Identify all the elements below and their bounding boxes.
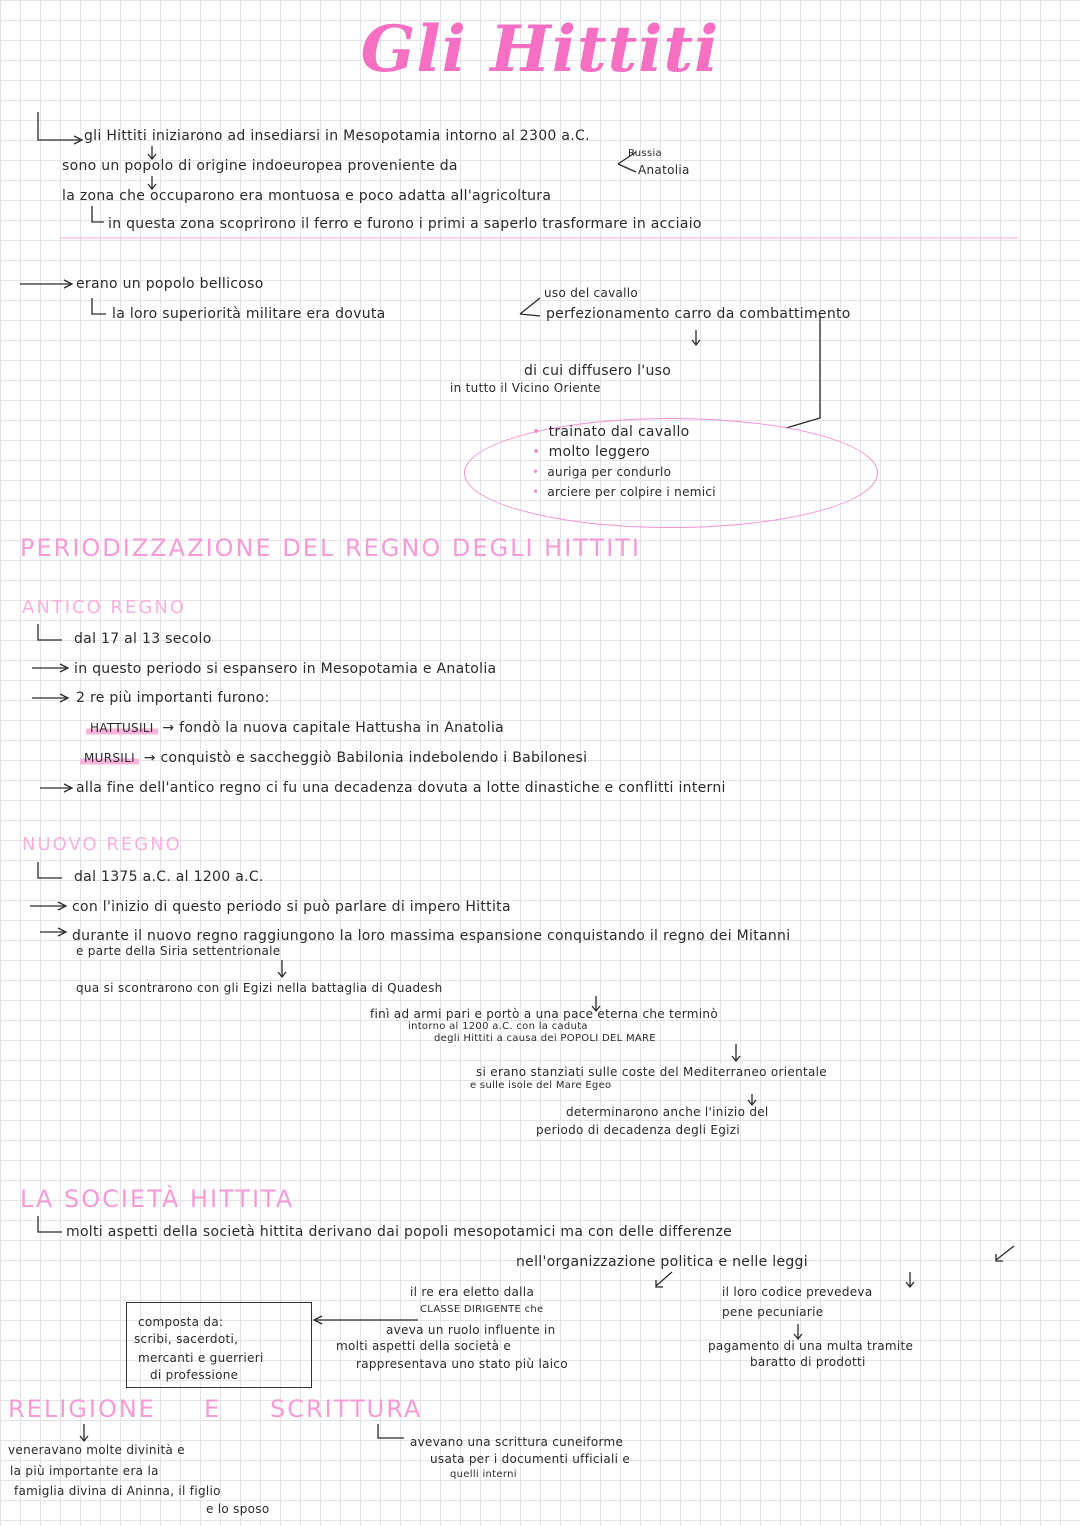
box-line-4: di professione [150,1368,239,1382]
societa-re-3: aveva un ruolo influente in [386,1323,556,1337]
societa-line-2: nell'organizzazione politica e nelle leggi [516,1254,808,1270]
heading-societa: LA SOCIETÀ HITTITA [20,1185,295,1213]
nuovo-line-5a: finì ad armi pari e portò a una pace eterna che terminò [370,1007,718,1021]
war-line-2: la loro superiorità militare era dovuta [112,306,386,322]
box-line-1: composta da: [138,1315,224,1329]
nuovo-line-6b: e sulle isole del Mare Egeo [470,1080,612,1091]
antico-hattusili: HATTUSILI → fondò la nuova capitale Hattusha in Anatolia [86,720,504,736]
societa-re-4: molti aspetti della società e [336,1339,512,1353]
heading-antico-regno: ANTICO REGNO [22,597,187,618]
box-line-2: scribi, sacerdoti, [134,1332,239,1346]
heading-periodizzazione: PERIODIZZAZIONE DEL REGNO DEGLI HITTITI [20,534,642,562]
religione-line-3: famiglia divina di Aninna, il figlio [14,1484,221,1498]
antico-mursili: MURSILI → conquistò e saccheggiò Babilonia indebolendo i Babilonesi [80,750,587,766]
nuovo-line-3: durante il nuovo regno raggiungono la loro massima espansione conquistando il regno dei Mitanni [72,928,791,944]
leggi-line-1: il loro codice prevedeva [722,1285,873,1299]
intro-anatolia: Anatolia [638,163,690,177]
nuovo-line-6a: si erano stanziati sulle coste del Mediterraneo orientale [476,1065,827,1079]
bullet-1: • trainato dal cavallo [532,424,690,440]
bullet-3: • auriga per condurlo [532,465,672,479]
war-diffusero-1: di cui diffusero l'uso [524,363,672,379]
scrittura-line-2: usata per i documenti ufficiali e [430,1452,631,1466]
intro-line-3: la zona che occuparono era montuosa e poco adatta all'agricoltura [62,188,552,204]
leggi-line-4: baratto di prodotti [750,1355,866,1369]
box-line-3: mercanti e guerrieri [138,1351,264,1365]
societa-re-2: CLASSE DIRIGENTE che [420,1304,544,1315]
war-line-1: erano un popolo bellicoso [76,276,264,292]
religione-line-1: veneravano molte divinità e [8,1443,185,1457]
nuovo-line-7a: determinarono anche l'inizio del [566,1105,769,1119]
societa-re-1: il re era eletto dalla [410,1285,535,1299]
nuovo-line-5c: degli Hittiti a causa dei POPOLI DEL MARE [434,1033,656,1044]
bullet-4: • arciere per colpire i nemici [532,485,716,499]
leggi-line-3: pagamento di una multa tramite [708,1339,914,1353]
leggi-line-2: pene pecuniarie [722,1305,824,1319]
nuovo-line-7b: periodo di decadenza degli Egizi [536,1123,741,1137]
scrittura-line-1: avevano una scrittura cuneiforme [410,1435,624,1449]
nuovo-line-1: dal 1375 a.C. al 1200 a.C. [74,869,264,885]
page-title: Gli Hittiti [360,12,720,87]
intro-line-4: in questa zona scoprirono il ferro e furono i primi a saperlo trasformare in acciaio [108,216,702,232]
nuovo-line-4: qua si scontrarono con gli Egizi nella battaglia di Quadesh [76,981,443,995]
antico-line-3: 2 re più importanti furono: [76,690,270,706]
war-perf: perfezionamento carro da combattimento [546,306,851,322]
antico-line-4: alla fine dell'antico regno ci fu una decadenza dovuta a lotte dinastiche e conflitti interni [76,780,726,796]
war-diffusero-2: in tutto il Vicino Oriente [450,381,601,395]
bullet-2: • molto leggero [532,444,650,460]
nuovo-line-3b: e parte della Siria settentrionale [76,944,281,958]
heading-nuovo-regno: NUOVO REGNO [22,834,182,855]
war-uso: uso del cavallo [544,286,639,300]
religione-line-2: la più importante era la [10,1464,159,1478]
antico-line-2: in questo periodo si espansero in Mesopotamia e Anatolia [74,661,497,677]
religione-line-4: e lo sposo [206,1502,270,1516]
heading-scrittura: SCRITTURA [270,1395,423,1423]
heading-religione: RELIGIONE [8,1395,156,1423]
societa-line-1: molti aspetti della società hittita derivano dai popoli mesopotamici ma con delle differenze [66,1224,733,1240]
intro-russia: Russia [628,148,662,159]
intro-line-1: gli Hittiti iniziarono ad insediarsi in Mesopotamia intorno al 2300 a.C. [84,128,590,144]
intro-line-2: sono un popolo di origine indoeuropea proveniente da [62,158,458,174]
scrittura-line-3: quelli interni [450,1469,517,1480]
nuovo-line-2: con l'inizio di questo periodo si può parlare di impero Hittita [72,899,511,915]
heading-e: E [204,1395,222,1423]
societa-re-5: rappresentava uno stato più laico [356,1357,568,1371]
antico-line-1: dal 17 al 13 secolo [74,631,212,647]
nuovo-line-5b: intorno al 1200 a.C. con la caduta [408,1021,588,1032]
